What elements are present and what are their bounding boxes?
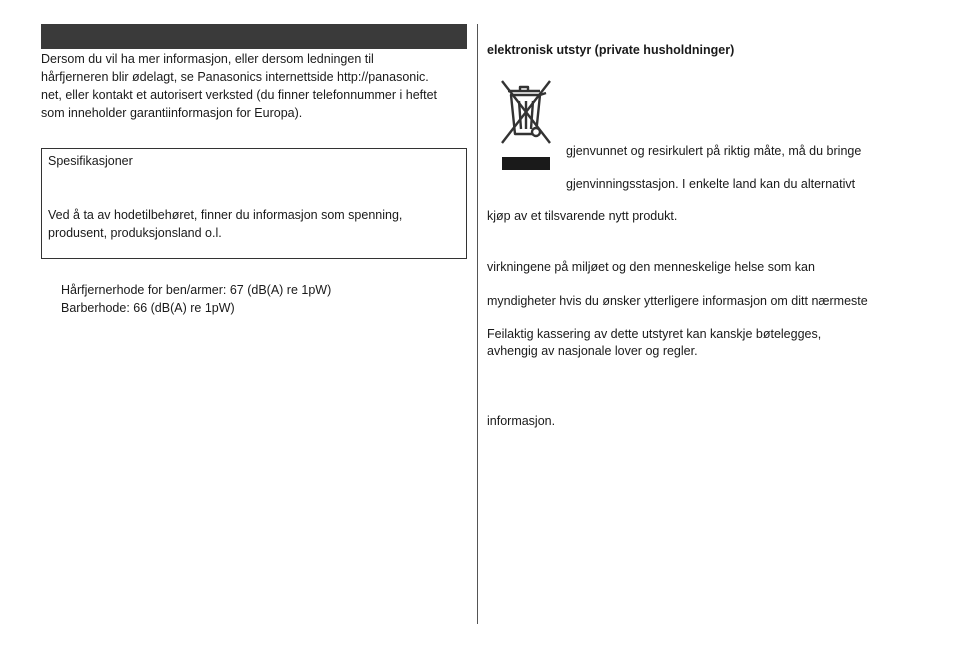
disposal-line-2: gjenvinningsstasjon. I enkelte land kan du alternativt [566, 177, 856, 191]
intro-line-1: Dersom du vil ha mer informasjon, eller dersom ledningen til [41, 52, 374, 66]
column-divider [477, 24, 478, 624]
intro-line-2: hårfjerneren blir ødelagt, se Panasonics internettside http://panasonic. [41, 70, 429, 84]
specifications-title: Spesifikasjoner [48, 154, 133, 168]
disposal-line-5: myndigheter hvis du ønsker ytterligere informasjon om ditt nærmeste [487, 294, 868, 308]
specifications-text-line-1: Ved å ta av hodetilbehøret, finner du informasjon som spenning, [48, 208, 403, 222]
disposal-line-7: avhengig av nasjonale lover og regler. [487, 344, 698, 358]
noise-level-line-2: Barberhode: 66 (dB(A) re 1pW) [61, 301, 235, 315]
disposal-line-3: kjøp av et tilsvarende nytt produkt. [487, 209, 678, 223]
disposal-line-8: informasjon. [487, 414, 556, 428]
crossed-out-wheelie-bin-icon [500, 77, 552, 171]
intro-line-3: net, eller kontakt et autorisert verksted (du finner telefonnummer i heftet [41, 88, 438, 102]
disposal-line-1: gjenvunnet og resirkulert på riktig måte, må du bringe [566, 144, 862, 158]
disposal-line-6: Feilaktig kassering av dette utstyret kan kanskje bøtelegges, [487, 327, 822, 341]
noise-level-line-1: Hårfjernerhode for ben/armer: 67 (dB(A) re 1pW) [61, 283, 332, 297]
section-header-bar [41, 24, 467, 49]
specifications-text-line-2: produsent, produksjonsland o.l. [48, 226, 222, 240]
intro-line-4: som inneholder garantiinformasjon for Europa). [41, 106, 303, 120]
disposal-heading: elektronisk utstyr (private husholdninger) [487, 43, 735, 57]
disposal-line-4: virkningene på miljøet og den menneskelige helse som kan [487, 260, 815, 274]
